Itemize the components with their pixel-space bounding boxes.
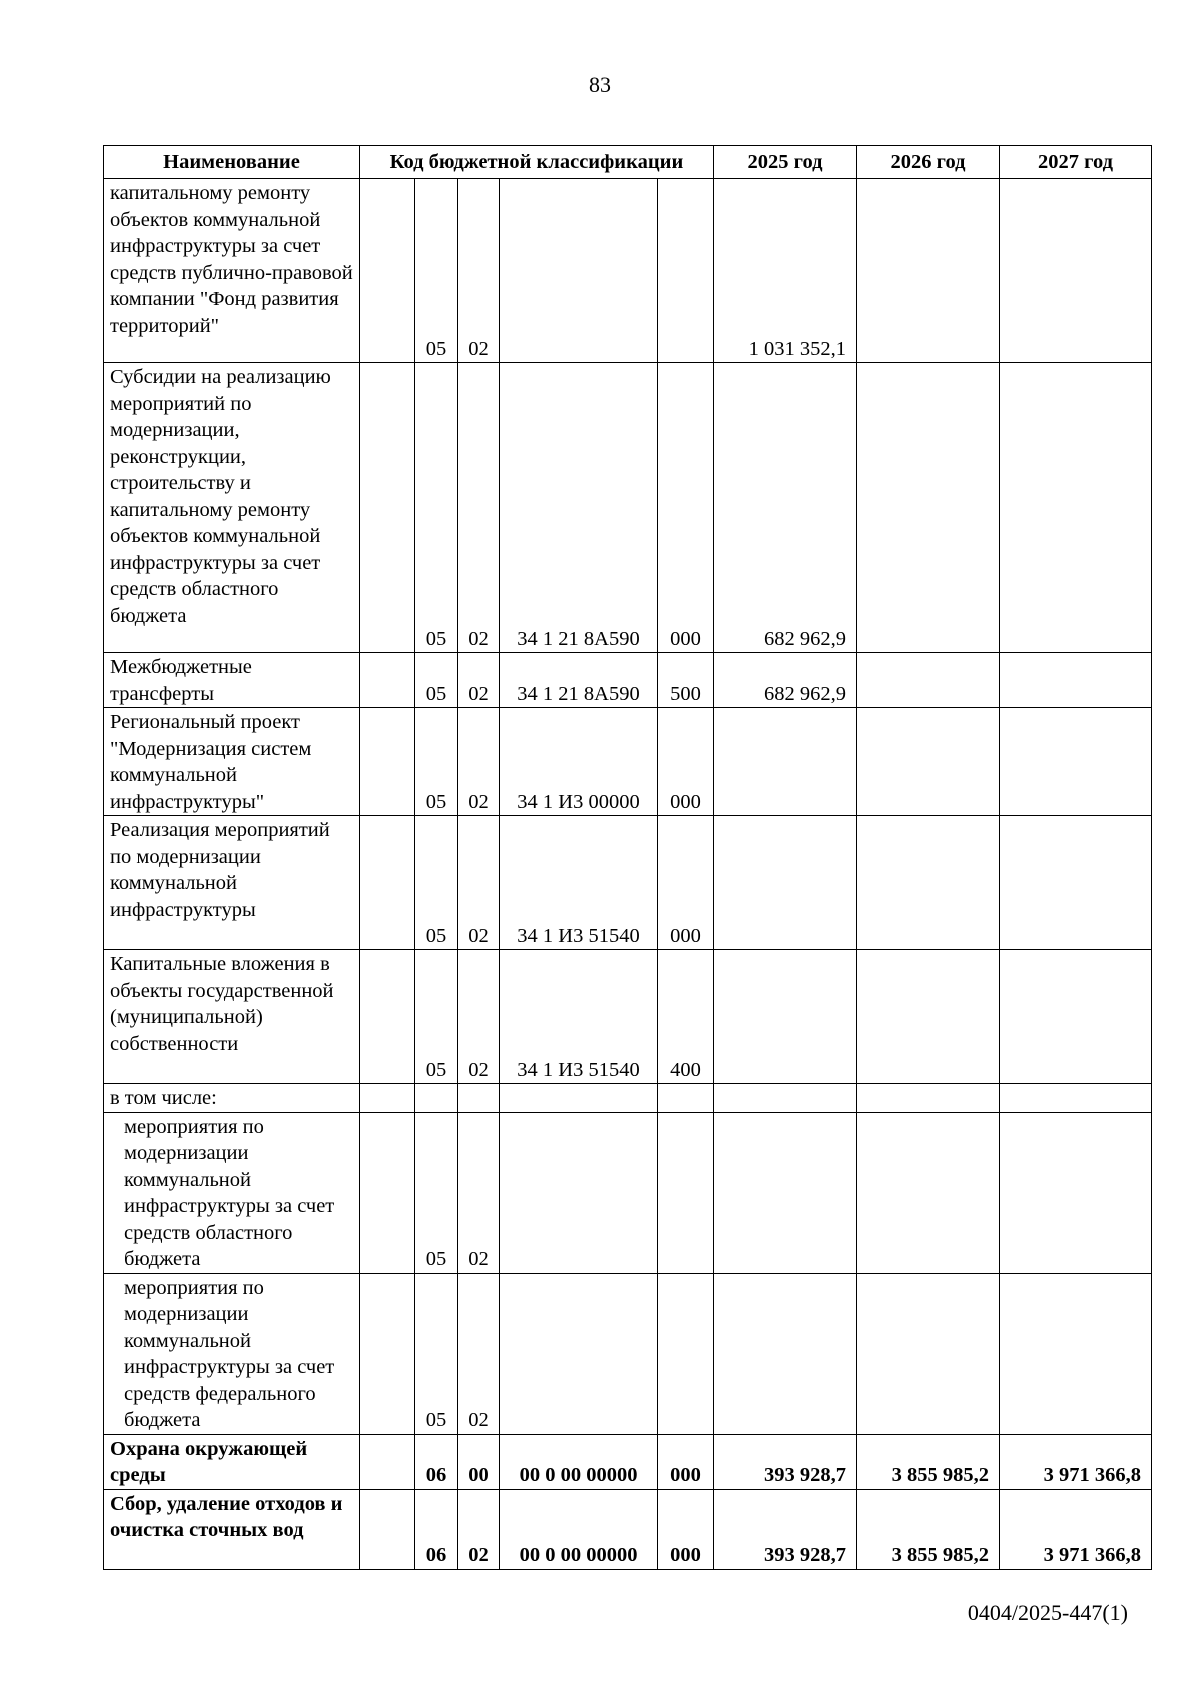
row-name: мероприятия по модернизации коммунальной инфраструктуры за счет средств федерального бюджета xyxy=(104,1273,360,1434)
row-expense-type xyxy=(658,1084,714,1113)
row-2027: 3 971 366,8 xyxy=(1000,1434,1152,1489)
row-2025: 682 962,9 xyxy=(714,363,857,653)
row-section: 05 xyxy=(415,816,458,950)
row-subsection: 02 xyxy=(458,653,500,708)
row-section: 06 xyxy=(415,1434,458,1489)
row-2027 xyxy=(1000,950,1152,1084)
row-section: 05 xyxy=(415,179,458,363)
row-subsection xyxy=(458,1084,500,1113)
row-expense-type: 000 xyxy=(658,1489,714,1569)
row-2025: 393 928,7 xyxy=(714,1489,857,1569)
table-row xyxy=(104,1273,1152,1434)
row-subsection: 02 xyxy=(458,179,500,363)
row-name: Охрана окружающей среды xyxy=(104,1434,360,1489)
row-2025 xyxy=(714,816,857,950)
row-name: Субсидии на реализацию мероприятий по модернизации, реконструкции, строительству и капитальному ремонту объектов коммунальной инфраструктуры за счет средств областного бюджета xyxy=(104,363,360,653)
row-name: капитальному ремонту объектов коммунальной инфраструктуры за счет средств публично-правовой компании "Фонд развития территорий" xyxy=(104,179,360,363)
row-subsection: 02 xyxy=(458,1112,500,1273)
row-target-code: 00 0 00 00000 xyxy=(500,1434,658,1489)
document-code: 0404/2025-447(1) xyxy=(967,1600,1128,1625)
row-2026 xyxy=(857,1112,1000,1273)
row-razdel-blank xyxy=(360,1273,415,1434)
row-2027 xyxy=(1000,179,1152,363)
row-2026 xyxy=(857,708,1000,816)
row-expense-type: 000 xyxy=(658,708,714,816)
row-name: Реализация мероприятий по модернизации коммунальной инфраструктуры xyxy=(104,816,360,950)
row-2027 xyxy=(1000,1084,1152,1113)
table-row xyxy=(104,653,1152,708)
table-header-row xyxy=(104,146,1152,179)
row-target-code: 34 1 И3 51540 xyxy=(500,816,658,950)
row-2025 xyxy=(714,1273,857,1434)
row-2026 xyxy=(857,363,1000,653)
row-section: 05 xyxy=(415,708,458,816)
row-razdel-blank xyxy=(360,653,415,708)
row-expense-type: 400 xyxy=(658,950,714,1084)
table-row xyxy=(104,363,1152,653)
header-code: Код бюджетной классификации xyxy=(360,146,714,179)
row-expense-type: 000 xyxy=(658,1434,714,1489)
row-section: 05 xyxy=(415,1112,458,1273)
row-2026 xyxy=(857,816,1000,950)
row-2025 xyxy=(714,1084,857,1113)
row-razdel-blank xyxy=(360,1112,415,1273)
table-row xyxy=(104,950,1152,1084)
row-subsection: 00 xyxy=(458,1434,500,1489)
row-2025: 682 962,9 xyxy=(714,653,857,708)
row-2026 xyxy=(857,1273,1000,1434)
row-expense-type xyxy=(658,1112,714,1273)
row-subsection: 02 xyxy=(458,363,500,653)
row-2026 xyxy=(857,950,1000,1084)
row-2026 xyxy=(857,653,1000,708)
row-2027: 3 971 366,8 xyxy=(1000,1489,1152,1569)
row-name: Региональный проект "Модернизация систем коммунальной инфраструктуры" xyxy=(104,708,360,816)
row-2027 xyxy=(1000,1112,1152,1273)
row-2027 xyxy=(1000,653,1152,708)
row-section: 05 xyxy=(415,950,458,1084)
row-razdel-blank xyxy=(360,816,415,950)
row-target-code: 34 1 21 8А590 xyxy=(500,363,658,653)
row-target-code xyxy=(500,1112,658,1273)
table-row xyxy=(104,816,1152,950)
row-subsection: 02 xyxy=(458,950,500,1084)
row-expense-type: 500 xyxy=(658,653,714,708)
row-section: 05 xyxy=(415,653,458,708)
row-razdel-blank xyxy=(360,1434,415,1489)
table-row xyxy=(104,179,1152,363)
row-target-code xyxy=(500,1273,658,1434)
row-target-code: 34 1 И3 00000 xyxy=(500,708,658,816)
row-target-code: 34 1 И3 51540 xyxy=(500,950,658,1084)
table-row xyxy=(104,1112,1152,1273)
row-2026: 3 855 985,2 xyxy=(857,1434,1000,1489)
row-subsection: 02 xyxy=(458,1273,500,1434)
row-target-code xyxy=(500,1084,658,1113)
row-target-code: 00 0 00 00000 xyxy=(500,1489,658,1569)
row-subsection: 02 xyxy=(458,816,500,950)
table-row xyxy=(104,1434,1152,1489)
row-2026 xyxy=(857,179,1000,363)
row-subsection: 02 xyxy=(458,708,500,816)
table-row xyxy=(104,1084,1152,1113)
header-2027: 2027 год xyxy=(1000,146,1152,179)
row-subsection: 02 xyxy=(458,1489,500,1569)
row-razdel-blank xyxy=(360,708,415,816)
row-name: Капитальные вложения в объекты государственной (муниципальной) собственности xyxy=(104,950,360,1084)
row-2025 xyxy=(714,1112,857,1273)
row-2027 xyxy=(1000,708,1152,816)
header-2026: 2026 год xyxy=(857,146,1000,179)
row-2025 xyxy=(714,950,857,1084)
row-2025: 393 928,7 xyxy=(714,1434,857,1489)
row-name: в том числе: xyxy=(104,1084,360,1113)
row-2027 xyxy=(1000,816,1152,950)
row-section: 05 xyxy=(415,1273,458,1434)
row-name: Сбор, удаление отходов и очистка сточных вод xyxy=(104,1489,360,1569)
row-razdel-blank xyxy=(360,1084,415,1113)
row-section: 05 xyxy=(415,363,458,653)
row-2027 xyxy=(1000,1273,1152,1434)
row-expense-type xyxy=(658,1273,714,1434)
row-target-code: 34 1 21 8А590 xyxy=(500,653,658,708)
table-row xyxy=(104,708,1152,816)
budget-table xyxy=(103,145,1152,1570)
row-expense-type: 000 xyxy=(658,816,714,950)
row-section xyxy=(415,1084,458,1113)
row-expense-type xyxy=(658,179,714,363)
row-name: мероприятия по модернизации коммунальной инфраструктуры за счет средств областного бюджета xyxy=(104,1112,360,1273)
row-2026 xyxy=(857,1084,1000,1113)
row-razdel-blank xyxy=(360,1489,415,1569)
row-section: 06 xyxy=(415,1489,458,1569)
row-name: Межбюджетные трансферты xyxy=(104,653,360,708)
row-razdel-blank xyxy=(360,179,415,363)
header-2025: 2025 год xyxy=(714,146,857,179)
row-razdel-blank xyxy=(360,950,415,1084)
page-number: 83 xyxy=(589,72,611,97)
row-razdel-blank xyxy=(360,363,415,653)
row-2025: 1 031 352,1 xyxy=(714,179,857,363)
header-name: Наименование xyxy=(104,146,360,179)
row-2027 xyxy=(1000,363,1152,653)
row-2026: 3 855 985,2 xyxy=(857,1489,1000,1569)
row-expense-type: 000 xyxy=(658,363,714,653)
row-2025 xyxy=(714,708,857,816)
row-target-code xyxy=(500,179,658,363)
table-row xyxy=(104,1489,1152,1569)
